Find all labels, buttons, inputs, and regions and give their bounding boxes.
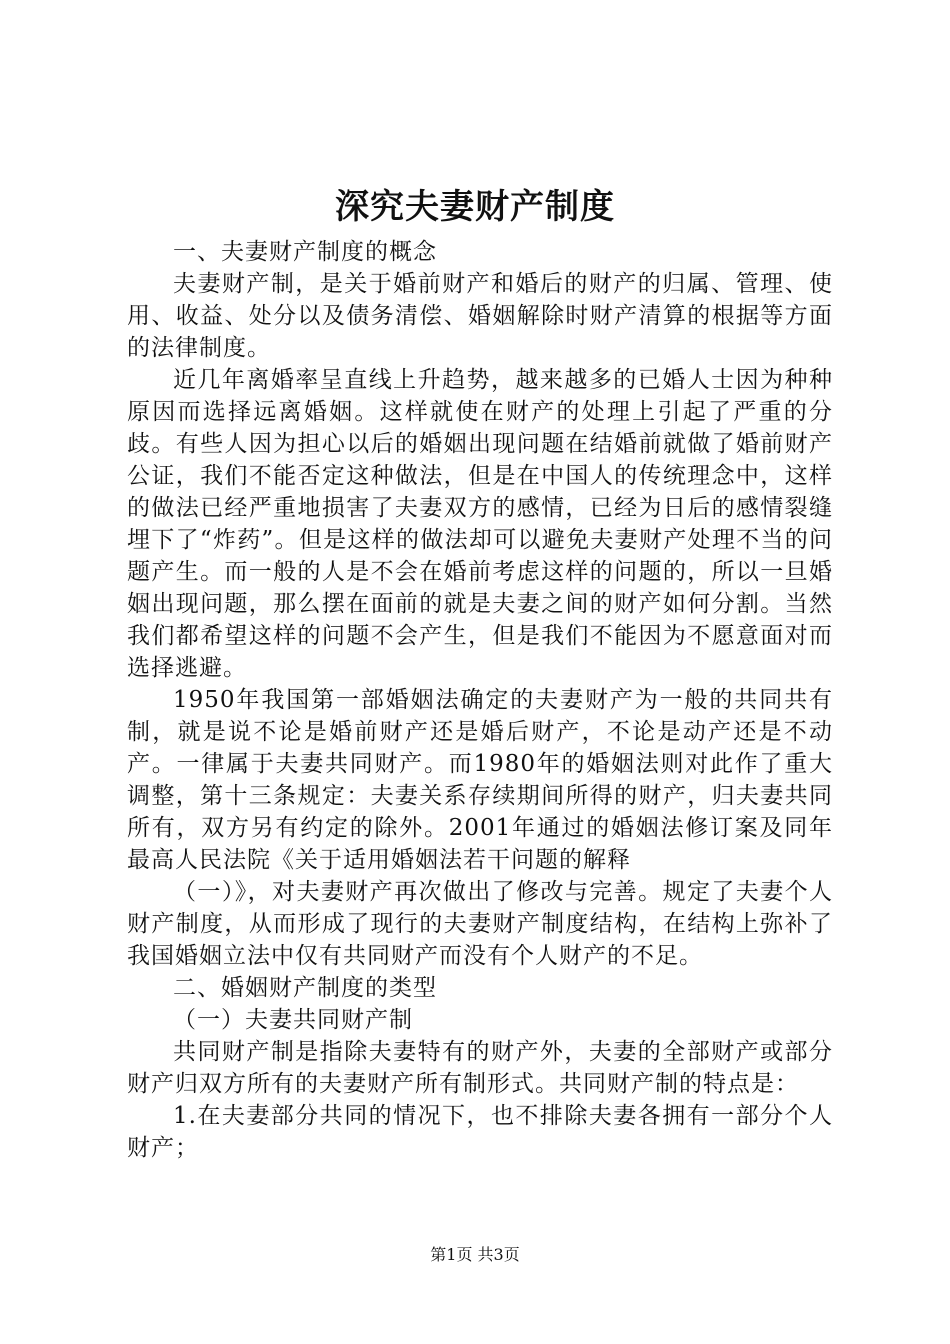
- body-paragraph: 共同财产制是指除夫妻特有的财产外，夫妻的全部财产或部分财产归双方所有的夫妻财产所有制形式。共同财产制的特点是：: [127, 1039, 833, 1097]
- document-title: 深究夫妻财产制度: [335, 187, 615, 227]
- subsection-heading: （一）夫妻共同财产制: [173, 1007, 413, 1033]
- section-heading: 一、夫妻财产制度的概念: [173, 239, 437, 265]
- document-body: [127, 236, 833, 1164]
- body-paragraph: 夫妻财产制，是关于婚前财产和婚后的财产的归属、管理、使用、收益、处分以及债务清偿、婚姻解除时财产清算的根据等方面的法律制度。: [127, 271, 833, 361]
- page-footer: 第1页 共3页: [430, 1245, 520, 1264]
- list-item: 1.在夫妻部分共同的情况下，也不排除夫妻各拥有一部分个人财产；: [127, 1103, 833, 1161]
- section-heading: 二、婚姻财产制度的类型: [173, 975, 437, 1001]
- body-paragraph: 近几年离婚率呈直线上升趋势，越来越多的已婚人士因为种种原因而选择远离婚姻。这样就使在财产的处理上引起了严重的分歧。有些人因为担心以后的婚姻出现问题在结婚前就做了婚前财产公证，我们不能否定这种做法，但是在中国人的传统理念中，这样的做法已经严重地损害了夫妻双方的感情，已经为日后的感情裂缝埋下了“炸药”。但是这样的做法却可以避免夫妻财产处理不当的问题产生。而一般的人是不会在婚前考虑这样的问题的，所以一旦婚姻出现问题，那么摆在面前的就是夫妻之间的财产如何分割。当然我们都希望这样的问题不会产生，但是我们不能因为不愿意面对而选择逃避。: [127, 367, 833, 681]
- body-paragraph: （一）》，对夫妻财产再次做出了修改与完善。规定了夫妻个人财产制度，从而形成了现行的夫妻财产制度结构，在结构上弥补了我国婚姻立法中仅有共同财产而没有个人财产的不足。: [127, 879, 833, 969]
- body-paragraph: 1950年我国第一部婚姻法确定的夫妻财产为一般的共同共有制，就是说不论是婚前财产还是婚后财产，不论是动产还是不动产。一律属于夫妻共同财产。而1980年的婚姻法则对此作了重大调整，第十三条规定：夫妻关系存续期间所得的财产，归夫妻共同所有，双方另有约定的除外。2001年通过的婚姻法修订案及同年最高人民法院《关于适用婚姻法若干问题的解释: [127, 687, 833, 873]
